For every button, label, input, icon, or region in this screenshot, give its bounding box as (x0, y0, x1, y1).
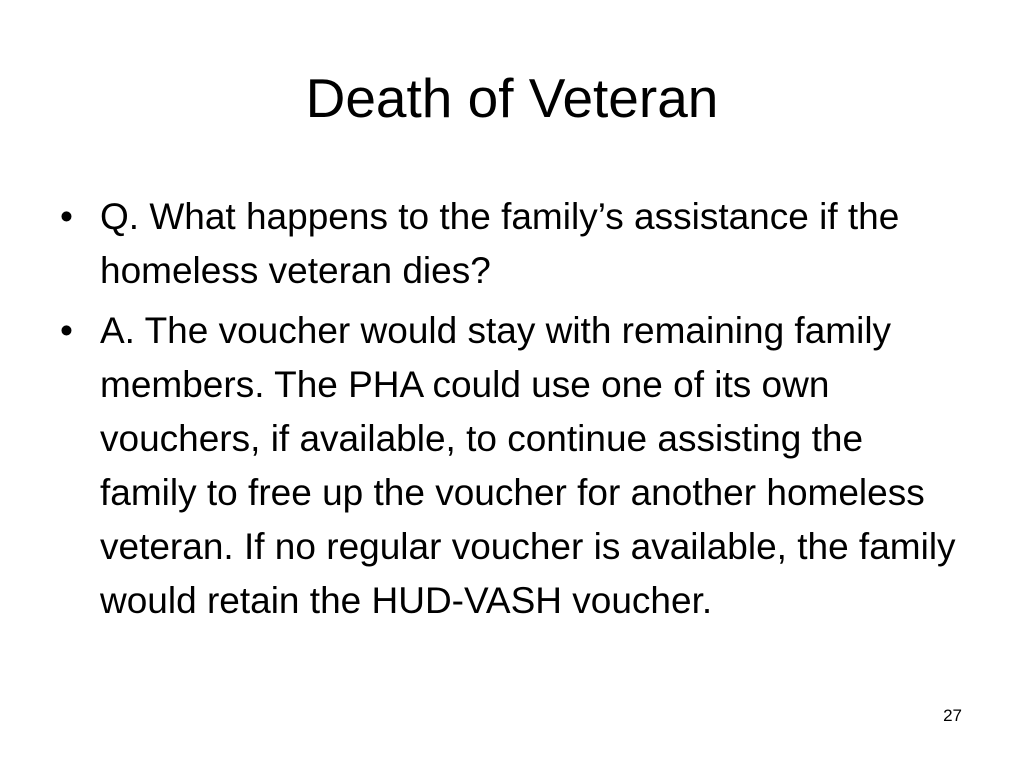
bullet-item-answer (58, 304, 968, 628)
bullet-text-question: Q. What happens to the family’s assistance if the homeless veteran dies? (100, 196, 900, 291)
page-number: 27 (943, 706, 962, 725)
bullet-dot-icon: • (60, 310, 73, 351)
bullet-text-answer: A. The voucher would stay with remaining family members. The PHA could use one of its own vouchers, if available, to continue assisting the family to free up the voucher for another homeless veteran. If no regular voucher is available, the family would retain the HUD-VASH voucher. (100, 310, 956, 621)
bullet-list (58, 190, 968, 634)
slide-title: Death of Veteran (305, 67, 719, 129)
bullet-dot-icon: • (60, 196, 73, 237)
bullet-item-question (58, 190, 968, 298)
